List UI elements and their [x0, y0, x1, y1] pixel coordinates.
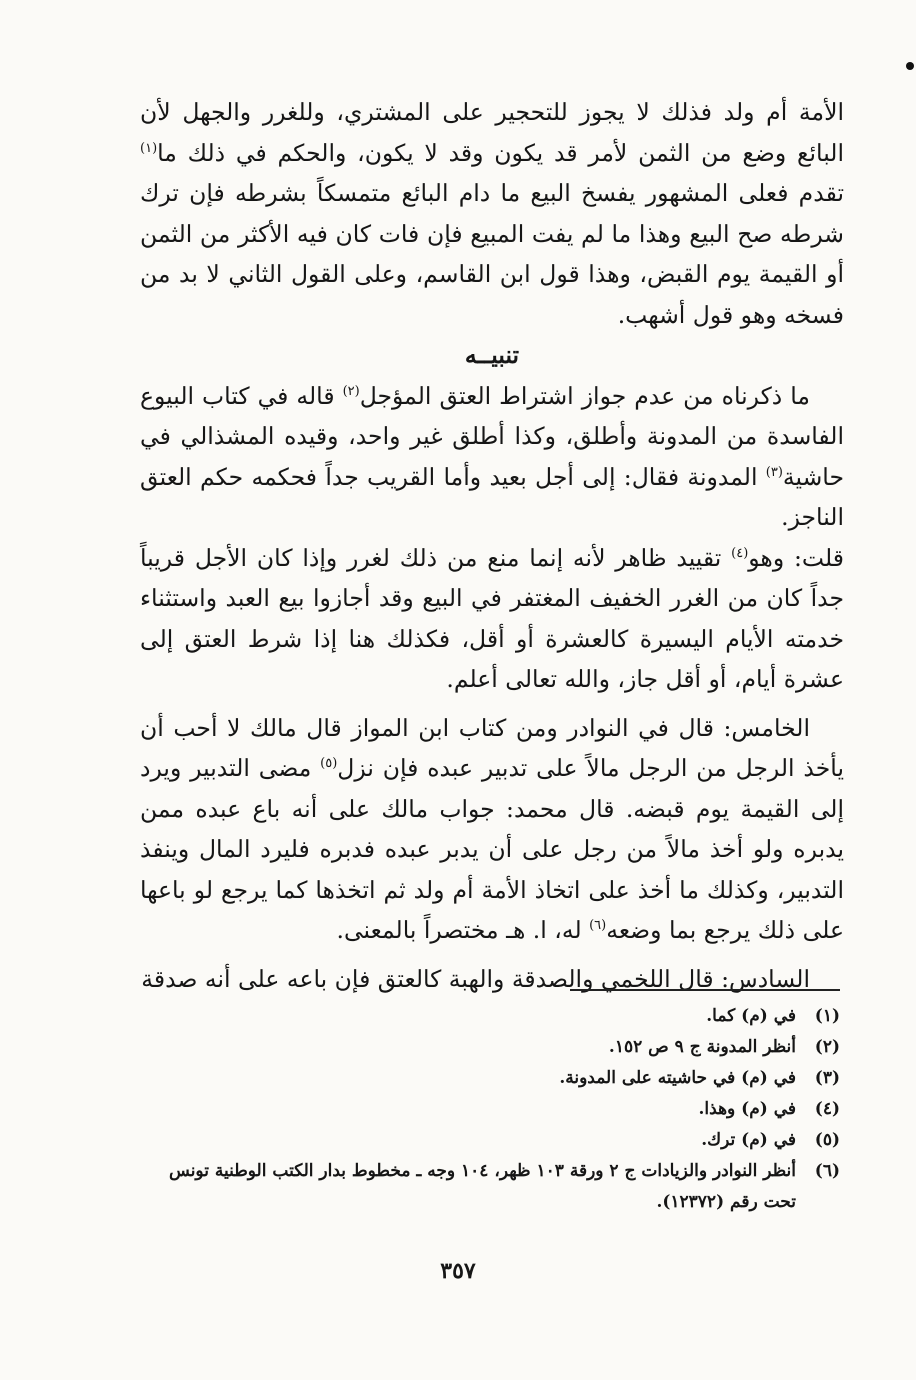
section-heading: تنبيــه: [464, 341, 520, 369]
footnote-number: (٤): [814, 1099, 840, 1119]
footnote-item: [140, 1063, 840, 1094]
paragraph-text: الخامس: قال في النوادر ومن كتاب ابن المواز قال مالك لا أحب أن يأخذ الرجل من الرجل مالاً على تدبير عبده فإن نزل: [140, 713, 844, 782]
paragraph-3: [140, 538, 844, 700]
footnote-item: [140, 1001, 840, 1032]
paragraph-text: ما ذكرناه من عدم جواز اشتراط العتق المؤجل: [359, 381, 811, 410]
footnote-ref-2[interactable]: (٢): [342, 383, 360, 399]
footnote-number: (٣): [814, 1068, 840, 1088]
paragraph-1: [140, 92, 844, 335]
paragraph-text: المدونة فقال: إلى أجل بعيد وأما القريب جداً فحكمه حكم العتق الناجز.: [140, 462, 844, 531]
paragraph-text: مضى التدبير ويرد إلى القيمة يوم قبضه. قال محمد: جواب مالك على أنه باع عبده ممن يدبره ولو أخذ مالاً من رجل على أن يدبر عبده فدبره فليرد المال وينفذ التدبير، وكذلك ما أخذ على اتخاذ الأمة أم ولد ثم اتخذها كما يرجع لو باعها على ذلك يرجع بما وضعه: [140, 754, 844, 944]
paragraph-text: له، ا. هـ مختصراً بالمعنى.: [336, 916, 590, 944]
paragraph-text: الأمة أم ولد فذلك لا يجوز للتحجير على المشتري، وللغرر والجهل لأن البائع وضع من الثمن لأمر قد يكون وقد لا يكون، والحكم في ذلك ما: [140, 98, 844, 167]
footnote-number: (١): [814, 1006, 840, 1026]
footnote-ref-3[interactable]: (٣): [765, 464, 783, 480]
footnote-number: (٥): [814, 1130, 840, 1150]
footnote-item: [140, 1156, 840, 1218]
footnote-text: في (م) في حاشيته على المدونة.: [559, 1068, 796, 1088]
paragraph-text: تقييد ظاهر لأنه إنما منع من ذلك لغرر وإذا كان الأجل قريباً جداً كان من الغرر الخفيف المغتفر في البيع وقد أجازوا بيع العبد واستثناء خدمته الأيام اليسيرة كالعشرة أو أقل، فكذلك هنا إذا شرط العتق إلى عشرة أيام، أو أقل جاز، والله تعالى أعلم.: [140, 543, 844, 693]
main-text: [140, 92, 844, 999]
footnote-text: أنظر النوادر والزيادات ج ٢ ورقة ١٠٣ ظهر، ١٠٤ وجه ـ مخطوط بدار الكتب الوطنية تونس تحت رقم (١٢٣٧٢).: [169, 1161, 796, 1212]
footnote-ref-6[interactable]: (٦): [589, 918, 607, 934]
page-number: ٣٥٧: [440, 1258, 476, 1284]
footnote-text: أنظر المدونة ج ٩ ص ١٥٢.: [608, 1037, 796, 1057]
footnote-ref-4[interactable]: (٤): [731, 545, 749, 561]
footnotes-list: [140, 1001, 840, 1218]
footnote-text: في (م) كما.: [706, 1006, 796, 1026]
paragraph-text: قلت: وهو: [748, 543, 845, 572]
footnote-item: [140, 1125, 840, 1156]
paragraph-2: [140, 376, 844, 538]
footnote-number: (٢): [814, 1037, 840, 1057]
footnote-ref-1[interactable]: (١): [140, 140, 158, 156]
footnote-ref-5[interactable]: (٥): [320, 756, 338, 772]
footnote-item: [140, 1032, 840, 1063]
paragraph-text: قاله في كتاب البيوع الفاسدة من المدونة وأطلق، وكذا أطلق غير واحد، وقيده المشذالي في حاشية: [140, 381, 844, 491]
footnote-text: في (م) وهذا.: [698, 1099, 796, 1119]
footnote-text: في (م) ترك.: [701, 1130, 796, 1150]
footnote-divider: [570, 989, 840, 991]
paragraph-4: [140, 708, 844, 951]
paragraph-5: السادس: قال اللخمي والصدقة والهبة كالعتق فإن باعه على أنه صدقة: [141, 964, 810, 993]
paragraph-text: تقدم فعلى المشهور يفسخ البيع ما دام البائع متمسكاً بشرطه فإن ترك شرطه صح البيع وهذا ما لم يفت المبيع فإن فات كان فيه الأكثر من الثمن أو القيمة يوم القبض، وهذا قول ابن القاسم، وعلى القول الثاني لا بد من فسخه وهو قول أشهب.: [140, 179, 844, 329]
footnote-number: (٦): [814, 1161, 840, 1181]
margin-dot: [906, 62, 914, 70]
footnote-item: [140, 1094, 840, 1125]
